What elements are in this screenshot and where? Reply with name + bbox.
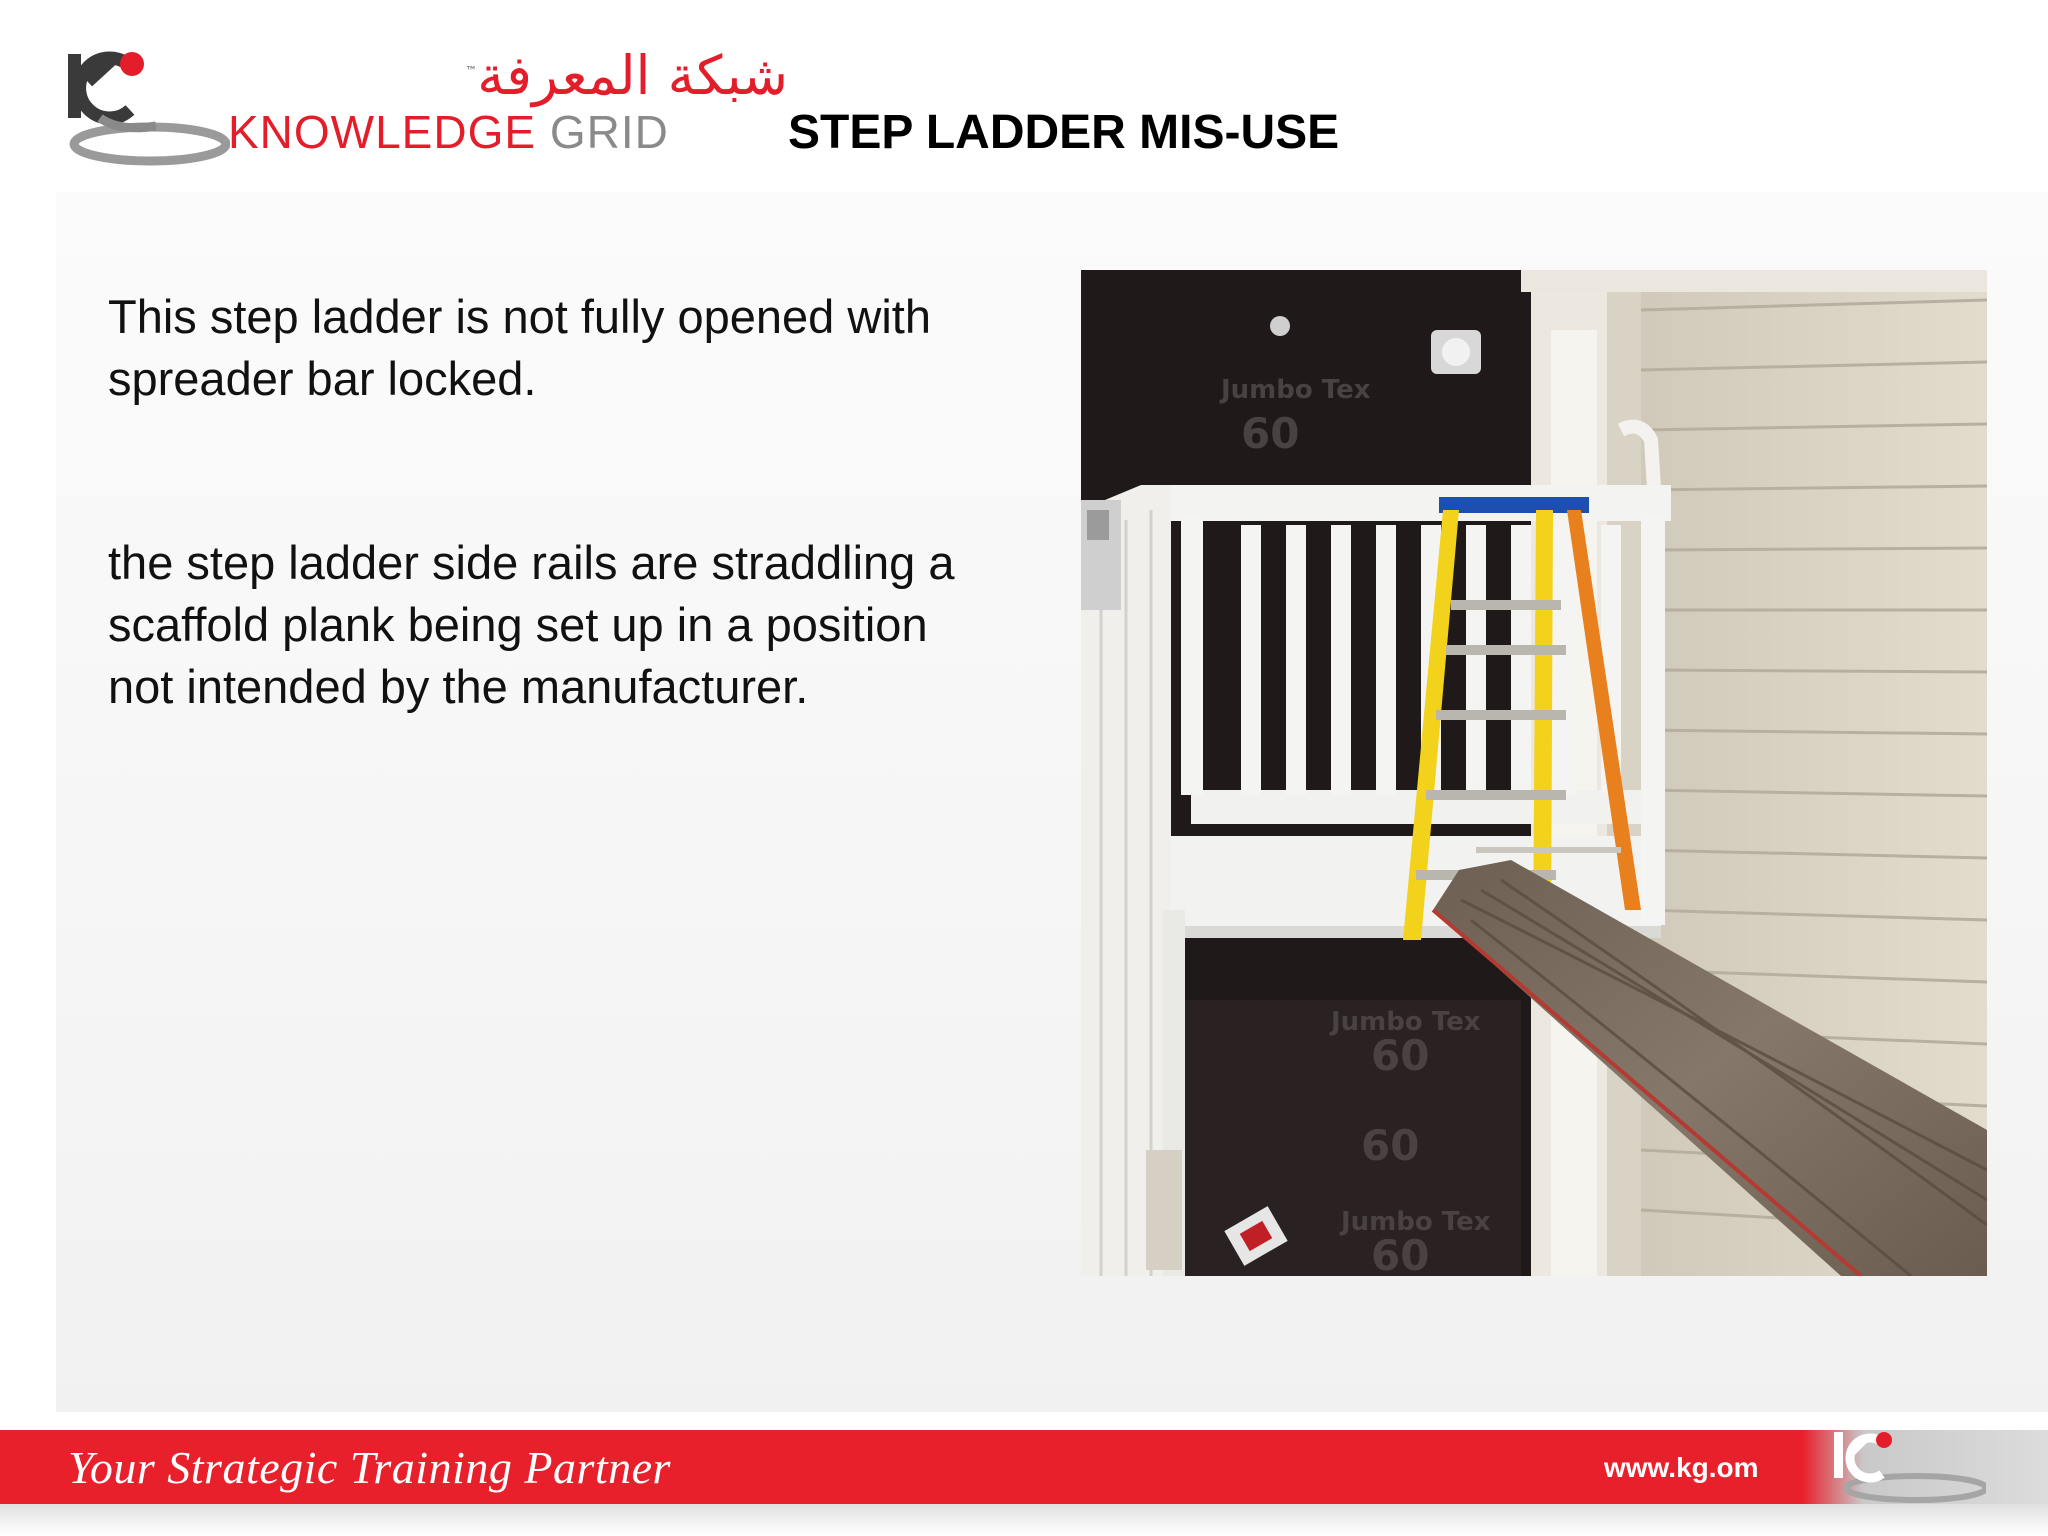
wall-sign	[1146, 1150, 1182, 1270]
logo-english-text: KNOWLEDGE GRID	[228, 106, 669, 158]
wrap-print: 60	[1241, 409, 1300, 458]
railing-top	[1141, 485, 1671, 521]
slide-title: STEP LADDER MIS-USE	[788, 106, 1340, 159]
footer-url: www.kg.om	[1604, 1452, 1759, 1483]
knowledge-grid-logo	[60, 40, 788, 170]
footer-tagline: Your Strategic Training Partner	[68, 1442, 671, 1493]
paragraph-spreader-bar: This step ladder is not fully opened with spreader bar locked.	[108, 290, 931, 405]
photo-illustration	[1081, 270, 1987, 1276]
wrap-print: Jumbo Tex	[1331, 1007, 1481, 1037]
ladder-misuse-photo	[1081, 270, 1987, 1276]
wrap-print: Jumbo Tex	[1341, 1207, 1491, 1237]
ceiling-light-icon	[1270, 316, 1290, 336]
ladder-top-cap	[1439, 497, 1589, 513]
wrap-print: 60	[1361, 1121, 1420, 1170]
kg-logo-icon	[60, 40, 230, 170]
kg-footer-logo-icon	[1826, 1426, 1986, 1504]
footer-shadow	[0, 1504, 2048, 1536]
paragraph-side-rails: the step ladder side rails are straddling a scaffold plank being set up in a position not intended by the manufacturer.	[108, 536, 955, 713]
wrap-print: Jumbo Tex	[1221, 375, 1371, 405]
wrap-print: 60	[1371, 1231, 1430, 1276]
logo-arabic-text: شبكة المعرفة™	[465, 44, 788, 107]
wrap-print: 60	[1371, 1031, 1430, 1080]
